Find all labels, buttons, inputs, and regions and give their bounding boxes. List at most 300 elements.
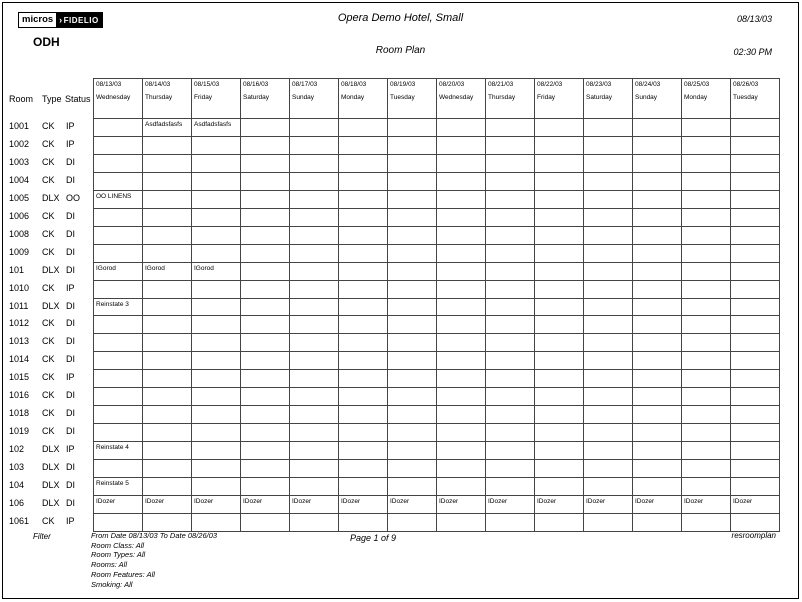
grid-cell [682, 119, 731, 137]
room-type: CK [42, 408, 55, 419]
grid-cell [584, 119, 633, 137]
room-type: DLX [42, 480, 60, 491]
grid-cell [486, 136, 535, 154]
grid-cell [682, 262, 731, 280]
grid-cell [731, 352, 780, 370]
room-type: CK [42, 426, 55, 437]
room-row-header [3, 315, 93, 333]
grid-cell [290, 460, 339, 478]
grid-cell: Asdfadsfasfs [143, 119, 192, 137]
column-weekday: Saturday [586, 94, 613, 101]
grid-cell [192, 136, 241, 154]
room-type: CK [42, 174, 55, 185]
grid-cell [535, 119, 584, 137]
room-status: IP [66, 515, 75, 526]
room-row-header [3, 118, 93, 136]
room-row-header [3, 333, 93, 351]
column-date: 08/23/03 [586, 81, 612, 88]
grid-row [94, 136, 780, 154]
room-row-header [3, 262, 93, 280]
hotel-title: Opera Demo Hotel, Small [337, 12, 464, 24]
report-page [2, 2, 799, 599]
grid-cell [192, 460, 241, 478]
column-weekday: Friday [537, 94, 556, 101]
grid-row [94, 190, 780, 208]
grid-cell [682, 298, 731, 316]
room-plan-grid [93, 78, 780, 532]
grid-row [94, 478, 780, 496]
room-row-header [3, 208, 93, 226]
date-column-header [339, 79, 388, 119]
grid-cell [682, 424, 731, 442]
grid-cell [535, 478, 584, 496]
grid-cell [682, 244, 731, 262]
grid-cell [682, 280, 731, 298]
grid-cell [192, 172, 241, 190]
date-column-header [437, 79, 486, 119]
grid-cell [290, 280, 339, 298]
grid-cell [633, 478, 682, 496]
grid-cell [388, 424, 437, 442]
grid-cell [388, 513, 437, 531]
grid-cell [241, 244, 290, 262]
grid-cell [731, 208, 780, 226]
grid-cell [143, 154, 192, 172]
report-time: 02:30 PM [733, 47, 772, 57]
grid-row [94, 496, 780, 514]
room-number: 1018 [9, 408, 30, 419]
grid-cell [437, 226, 486, 244]
grid-cell [535, 298, 584, 316]
grid-cell [388, 316, 437, 334]
grid-cell [143, 172, 192, 190]
room-status: DI [66, 480, 75, 491]
grid-cell [241, 208, 290, 226]
grid-cell [241, 460, 290, 478]
grid-cell [437, 119, 486, 137]
grid-row [94, 513, 780, 531]
column-date: 08/16/03 [243, 81, 269, 88]
grid-row [94, 370, 780, 388]
grid-cell [143, 424, 192, 442]
grid-cell [241, 334, 290, 352]
grid-cell [192, 190, 241, 208]
date-column-header [535, 79, 584, 119]
grid-cell [339, 370, 388, 388]
room-status: DI [66, 426, 75, 437]
grid-cell [339, 154, 388, 172]
grid-cell [94, 460, 143, 478]
filter-line: Smoking: All [91, 579, 133, 589]
grid-cell [339, 316, 388, 334]
room-number: 1003 [9, 156, 30, 167]
room-number: 1002 [9, 138, 30, 149]
grid-cell [290, 136, 339, 154]
grid-cell [94, 406, 143, 424]
grid-cell [143, 442, 192, 460]
grid-cell [192, 442, 241, 460]
grid-cell [584, 478, 633, 496]
room-status: DI [66, 462, 75, 473]
grid-cell [143, 316, 192, 334]
grid-cell [290, 513, 339, 531]
grid-cell [290, 406, 339, 424]
grid-cell [290, 154, 339, 172]
room-row-header [3, 244, 93, 262]
fidelio-logo-text: FIDELIO [63, 16, 99, 25]
grid-cell [290, 478, 339, 496]
room-row-header [3, 495, 93, 513]
report-file-name: resroomplan [731, 531, 776, 540]
grid-cell [486, 154, 535, 172]
room-type: DLX [42, 192, 60, 203]
grid-cell [241, 298, 290, 316]
grid-cell [94, 119, 143, 137]
grid-cell [486, 478, 535, 496]
grid-cell [731, 244, 780, 262]
grid-cell [633, 262, 682, 280]
grid-cell [192, 208, 241, 226]
grid-cell [143, 298, 192, 316]
grid-cell [290, 424, 339, 442]
room-type: DLX [42, 444, 60, 455]
grid-cell [437, 406, 486, 424]
grid-cell [682, 136, 731, 154]
filter-line: From Date 08/13/03 To Date 08/26/03 [91, 531, 218, 540]
room-row-header [3, 298, 93, 316]
grid-cell [437, 316, 486, 334]
room-row-header [3, 441, 93, 459]
grid-cell [584, 262, 633, 280]
grid-cell [192, 316, 241, 334]
grid-row [94, 460, 780, 478]
grid-cell [437, 172, 486, 190]
grid-cell [535, 244, 584, 262]
room-type: CK [42, 228, 55, 239]
grid-cell [633, 190, 682, 208]
room-status: DI [66, 408, 75, 419]
room-type: DLX [42, 462, 60, 473]
grid-cell [584, 442, 633, 460]
grid-cell [437, 262, 486, 280]
grid-cell [731, 119, 780, 137]
grid-cell: IDozer [437, 496, 486, 514]
grid-cell [94, 280, 143, 298]
grid-cell [731, 424, 780, 442]
grid-cell: IDozer [633, 496, 682, 514]
grid-cell [486, 442, 535, 460]
grid-cell [192, 406, 241, 424]
room-number: 106 [9, 498, 25, 509]
grid-cell [633, 280, 682, 298]
grid-cell: IDozer [584, 496, 633, 514]
grid-cell [682, 406, 731, 424]
grid-cell [290, 119, 339, 137]
grid-cell [682, 172, 731, 190]
grid-cell [682, 442, 731, 460]
grid-cell: Asdfadsfasfs [192, 119, 241, 137]
grid-cell [633, 119, 682, 137]
grid-cell [290, 208, 339, 226]
grid-cell [241, 262, 290, 280]
room-number: 1011 [9, 300, 29, 311]
grid-cell [584, 316, 633, 334]
grid-cell [388, 136, 437, 154]
grid-cell [535, 172, 584, 190]
grid-cell [192, 388, 241, 406]
grid-cell [339, 388, 388, 406]
grid-cell: IDozer [535, 496, 584, 514]
grid-cell [290, 226, 339, 244]
grid-cell [584, 208, 633, 226]
grid-cell [731, 262, 780, 280]
grid-cell [388, 262, 437, 280]
filter-label: Filter [33, 532, 51, 541]
grid-cell [535, 460, 584, 478]
grid-cell [437, 298, 486, 316]
grid-cell [143, 513, 192, 531]
grid-cell [731, 460, 780, 478]
grid-cell [388, 280, 437, 298]
room-status: OO [66, 192, 81, 203]
room-number: 1005 [9, 192, 30, 203]
date-column-header [241, 79, 290, 119]
room-type: CK [42, 515, 55, 526]
room-type: CK [42, 210, 55, 221]
grid-cell [682, 226, 731, 244]
grid-cell [584, 244, 633, 262]
room-number: 104 [9, 480, 25, 491]
grid-cell [486, 388, 535, 406]
grid-cell [633, 298, 682, 316]
room-type: CK [42, 336, 55, 347]
column-weekday: Friday [194, 94, 213, 101]
column-date: 08/25/03 [684, 81, 710, 88]
grid-cell [731, 513, 780, 531]
grid-cell [241, 478, 290, 496]
grid-cell [290, 442, 339, 460]
grid-cell [535, 370, 584, 388]
column-weekday: Sunday [292, 94, 315, 101]
room-row-header [3, 369, 93, 387]
filter-line: Rooms: All [91, 560, 127, 570]
room-status: DI [66, 354, 75, 365]
column-weekday: Monday [684, 94, 708, 101]
grid-cell [584, 424, 633, 442]
grid-cell [241, 442, 290, 460]
grid-cell [682, 370, 731, 388]
grid-cell [486, 334, 535, 352]
date-column-header [731, 79, 780, 119]
grid-cell [731, 172, 780, 190]
grid-cell [437, 478, 486, 496]
grid-cell: IDozer [192, 496, 241, 514]
grid-cell [731, 154, 780, 172]
column-date: 08/18/03 [341, 81, 367, 88]
grid-cell [584, 226, 633, 244]
grid-cell [339, 244, 388, 262]
page-number: Page 1 of 9 [350, 533, 397, 543]
grid-cell [388, 442, 437, 460]
grid-cell: IDozer [290, 496, 339, 514]
grid-cell [535, 208, 584, 226]
column-weekday: Monday [341, 94, 365, 101]
grid-cell [584, 298, 633, 316]
room-row-header [3, 477, 93, 495]
grid-row [94, 424, 780, 442]
room-status: DI [66, 390, 75, 401]
grid-cell: IDozer [731, 496, 780, 514]
grid-cell [339, 262, 388, 280]
grid-cell [143, 460, 192, 478]
grid-cell [388, 460, 437, 478]
grid-cell: Reinstate 3 [94, 298, 143, 316]
grid-cell [94, 316, 143, 334]
grid-cell [633, 388, 682, 406]
room-row-header [3, 423, 93, 441]
grid-cell [241, 190, 290, 208]
grid-row [94, 154, 780, 172]
grid-cell [682, 478, 731, 496]
room-type: CK [42, 282, 55, 293]
grid-cell [94, 226, 143, 244]
grid-cell [535, 262, 584, 280]
column-weekday: Thursday [145, 94, 173, 101]
grid-cell [192, 244, 241, 262]
grid-cell [535, 334, 584, 352]
grid-cell [682, 388, 731, 406]
grid-row [94, 388, 780, 406]
room-row-header [3, 351, 93, 369]
grid-cell [241, 513, 290, 531]
grid-row [94, 334, 780, 352]
grid-cell [633, 316, 682, 334]
grid-cell [486, 513, 535, 531]
grid-cell [584, 334, 633, 352]
grid-cell [143, 478, 192, 496]
grid-cell [339, 136, 388, 154]
filter-line: Room Class: All [91, 540, 145, 550]
grid-cell [290, 190, 339, 208]
filter-line: Room Features: All [91, 569, 155, 579]
grid-cell [584, 513, 633, 531]
column-date: 08/19/03 [390, 81, 416, 88]
grid-cell [241, 119, 290, 137]
room-type: DLX [42, 300, 60, 311]
grid-cell [241, 352, 290, 370]
grid-cell: Reinstate 4 [94, 442, 143, 460]
grid-cell: Reinstate 5 [94, 478, 143, 496]
column-date: 08/20/03 [439, 81, 465, 88]
room-row-header [3, 387, 93, 405]
grid-cell [192, 478, 241, 496]
grid-cell [339, 172, 388, 190]
room-number: 1001 [9, 121, 30, 131]
date-column-header [388, 79, 437, 119]
date-column-header [94, 79, 143, 119]
grid-cell [584, 352, 633, 370]
grid-cell [633, 334, 682, 352]
room-status: DI [66, 318, 75, 329]
grid-cell [388, 370, 437, 388]
grid-cell [437, 190, 486, 208]
grid-row [94, 226, 780, 244]
grid-cell [241, 172, 290, 190]
grid-cell [535, 352, 584, 370]
column-weekday: Tuesday [733, 94, 758, 101]
grid-row [94, 172, 780, 190]
grid-cell [633, 172, 682, 190]
room-number: 1016 [9, 390, 30, 401]
grid-cell [290, 352, 339, 370]
grid-cell [388, 208, 437, 226]
date-column-header [584, 79, 633, 119]
grid-cell [633, 406, 682, 424]
grid-cell [682, 352, 731, 370]
room-type: CK [42, 246, 55, 257]
grid-cell [94, 136, 143, 154]
grid-cell [290, 316, 339, 334]
grid-cell [94, 244, 143, 262]
column-date: 08/24/03 [635, 81, 661, 88]
grid-cell: IDozer [241, 496, 290, 514]
grid-cell [633, 154, 682, 172]
date-column-header [633, 79, 682, 119]
grid-cell [290, 262, 339, 280]
column-date: 08/26/03 [733, 81, 759, 88]
grid-cell: IDozer [682, 496, 731, 514]
grid-cell [535, 226, 584, 244]
column-date: 08/14/03 [145, 81, 171, 88]
grid-cell [388, 478, 437, 496]
grid-cell [535, 406, 584, 424]
grid-cell [290, 244, 339, 262]
room-row-header [3, 459, 93, 477]
grid-cell [143, 388, 192, 406]
grid-cell [241, 136, 290, 154]
grid-cell [731, 280, 780, 298]
grid-cell [339, 513, 388, 531]
room-list [3, 118, 93, 531]
grid-cell: OO LINENS [94, 190, 143, 208]
grid-cell [143, 208, 192, 226]
grid-cell [486, 208, 535, 226]
grid-cell [388, 244, 437, 262]
grid-cell [486, 244, 535, 262]
grid-cell [584, 136, 633, 154]
column-date: 08/17/03 [292, 81, 318, 88]
grid-cell [535, 316, 584, 334]
grid-cell: IDozer [388, 496, 437, 514]
grid-cell [290, 334, 339, 352]
grid-cell [143, 280, 192, 298]
grid-cell [535, 190, 584, 208]
grid-row [94, 208, 780, 226]
grid-cell [143, 244, 192, 262]
grid-cell [486, 119, 535, 137]
grid-cell [143, 190, 192, 208]
grid-cell [437, 370, 486, 388]
column-weekday: Wednesday [439, 94, 474, 101]
grid-cell [731, 478, 780, 496]
room-row-header [3, 136, 93, 154]
grid-cell [486, 424, 535, 442]
room-number: 1015 [9, 372, 30, 383]
grid-cell [633, 226, 682, 244]
grid-cell [682, 334, 731, 352]
logo-arrow-icon: › [59, 15, 63, 25]
grid-cell [192, 154, 241, 172]
